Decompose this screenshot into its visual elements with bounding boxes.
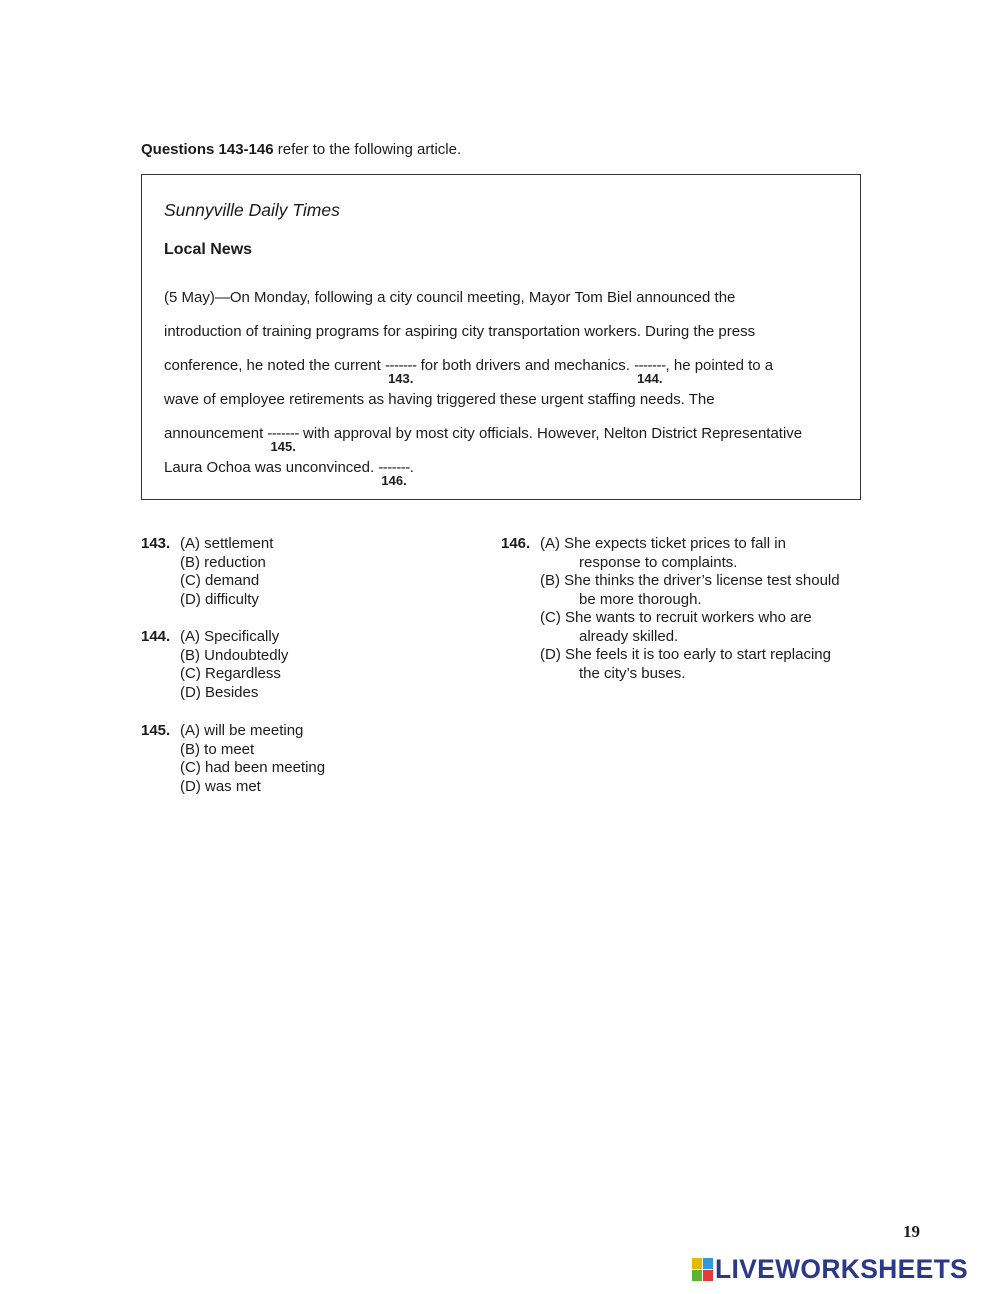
article-text: with approval by most city officials. However, Nelton District Representative [298, 425, 803, 442]
article-line-3 [164, 357, 774, 386]
option-145-d[interactable]: (D) was met [180, 777, 261, 795]
question-number: 146. [501, 535, 531, 552]
option-143-c[interactable]: (C) demand [180, 572, 260, 589]
brand-wordmark: LIVEWORKSHEETS [715, 1253, 969, 1284]
article-text: for both drivers and mechanics. [416, 357, 635, 374]
newspaper-name: Sunnyville Daily Times [164, 200, 340, 220]
article-line-6 [164, 459, 414, 488]
article-text: Laura Ochoa was unconvinced. [164, 459, 379, 476]
blank-146[interactable]: ------- 146. [378, 459, 410, 488]
section-intro [141, 141, 461, 158]
question-number: 145. [141, 722, 171, 739]
option-144-c[interactable]: (C) Regardless [180, 665, 281, 682]
option-144-a[interactable]: (A) Specifically [180, 628, 280, 645]
article-text: . [409, 459, 414, 476]
option-145-c[interactable]: (C) had been meeting [180, 759, 326, 776]
article-text: , he pointed to a [665, 357, 774, 374]
option-144-b[interactable]: (B) Undoubtedly [180, 646, 289, 664]
blank-143-number: 143. [388, 371, 414, 386]
option-145-b[interactable]: (B) to meet [180, 740, 255, 758]
article-line-5 [164, 425, 803, 454]
article-line-2: introduction of training programs for aspiring city transportation workers. During the press [164, 323, 756, 340]
option-146-b[interactable]: (B) She thinks the driver’s license test should be more thorough. [540, 572, 840, 608]
liveworksheets-logo-icon [692, 1258, 712, 1280]
article-text: conference, he noted the current [164, 357, 385, 374]
option-146-a[interactable]: (A) She expects ticket prices to fall in response to complaints. [540, 535, 786, 571]
blank-146-number: 146. [381, 473, 407, 488]
option-143-d[interactable]: (D) difficulty [180, 590, 259, 608]
article-section-title: Local News [164, 241, 253, 258]
option-144-d[interactable]: (D) Besides [180, 683, 259, 701]
option-146-d[interactable]: (D) She feels it is too early to start replacing the city’s buses. [540, 646, 831, 682]
article-line-1: (5 May)—On Monday, following a city council meeting, Mayor Tom Biel announced the [164, 289, 736, 306]
question-number: 144. [141, 628, 171, 645]
liveworksheets-brand[interactable] [692, 1254, 968, 1284]
option-145-a[interactable]: (A) will be meeting [180, 722, 304, 739]
article-line-4: wave of employee retirements as having triggered these urgent staffing needs. The [164, 391, 715, 408]
blank-145-number: 145. [270, 439, 296, 454]
blank-143[interactable]: ------- 143. [384, 357, 417, 386]
article-box [141, 174, 861, 500]
question-number: 143. [141, 535, 171, 552]
article-text: announcement [164, 425, 268, 442]
intro-text: refer to the following article. [273, 141, 462, 158]
intro-questions-range: Questions 143-146 [141, 141, 274, 158]
blank-144-number: 144. [637, 371, 663, 386]
option-146-c[interactable]: (C) She wants to recruit workers who are already skilled. [540, 609, 812, 645]
option-143-a[interactable]: (A) settlement [180, 535, 274, 552]
blank-145[interactable]: ------- 145. [267, 425, 299, 454]
page-number: 19 [903, 1222, 920, 1241]
option-143-b[interactable]: (B) reduction [180, 553, 266, 571]
blank-144[interactable]: ------- 144. [634, 357, 666, 386]
